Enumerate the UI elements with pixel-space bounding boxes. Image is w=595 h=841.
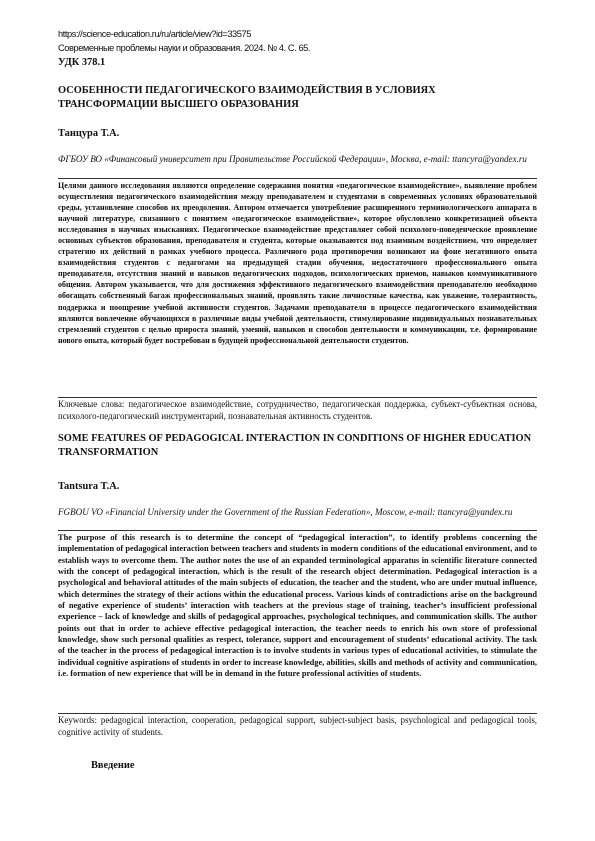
- ru-article-title: ОСОБЕННОСТИ ПЕДАГОГИЧЕСКОГО ВЗАИМОДЕЙСТВИЯ В УСЛОВИЯХ ТРАНСФОРМАЦИИ ВЫСШЕГО ОБРАЗОВАНИЯ: [58, 85, 436, 110]
- en-abstract-top-rule: [58, 530, 537, 531]
- en-abstract: The purpose of this research is to determine the concept of “pedagogical interaction”, to identify problems concerning the implementation of pedagogical interaction between teachers and students in modern conditions of the educational environment, and to establish ways to overcome them. The author notes the use of an expanded terminological apparatus in scientific literature connected with the concept of pedagogical interaction, which is the result of the research object determination. Pedagogical interaction is a psychological and behavioral attitudes of the main subjects of education, the teacher and the student, who are under mutual influence, which determines the strategy of their actions within the educational process. Various kinds of contradictions arise on the background of negative experience of students’ interaction with teachers at the previous stage of training, teacher’s insufficient professional experience – lack of knowledge and skills of pedagogical approaches, psychological techniques, and communication skills. The author points out that in order to achieve effective pedagogical interaction, the teacher needs to enrich his own store of professional knowledge, show such personal qualities as respect, tolerance, support and encouragement of students’ educational activity. The task of the teacher in the process of pedagogical interaction is to involve students in various types of educational activities, to stimulate the individual cognitive aspirations of students in order to increase knowledge, abilities, skills and methods of activity and communication, i.e. formation of new experience that will be in demand in the future professional activities of students.: [58, 533, 537, 679]
- ru-abstract-bottom-rule: [58, 397, 537, 398]
- en-author: Tantsura T.A.: [58, 481, 120, 492]
- ru-author: Танцура Т.А.: [58, 128, 120, 139]
- article-page: [58, 0, 537, 841]
- article-url[interactable]: https://science-education.ru/ru/article/view?id=33575: [58, 29, 251, 39]
- ru-keywords: Ключевые слова: педагогическое взаимодействие, сотрудничество, педагогическая поддержка, субъект-субъектная основа, психолого-педагогический инструментарий, познавательная активность студентов.: [58, 399, 537, 421]
- introduction-heading: Введение: [91, 760, 135, 771]
- en-article-title: SOME FEATURES OF PEDAGOGICAL INTERACTION IN CONDITIONS OF HIGHER EDUCATION TRANSFORMATION: [58, 433, 532, 458]
- ru-abstract: Целями данного исследования являются определение содержания понятия «педагогическое взаимодействие», выявление проблем осуществления педагогического взаимодействия между преподавателем и студентами в современных условиях образовательной среды, установление способов их преодоления. Автором отмечается употребление расширенного терминологического аппарата в научной литературе, связанного с понятием «педагогическое взаимодействие», которое обусловлено конкретизацией объекта исследования в научных изысканиях. Педагогическое взаимодействие представляет собой психолого-поведенческое проявление основных субъектов образования, преподавателя и студента, которые оказываются под взаимным воздействием, что определяет стратегию их действий в рамках учебного процесса. Различного рода противоречия возникают на фоне негативного опыта взаимодействия студентов с педагогами на предыдущей стадии обучения, недостаточного профессионального опыта преподавателя, отсутствия знаний и навыков педагогических подходов, психологических приемов, навыков коммуникативного общения. Автором указывается, что для достижения эффективного педагогического взаимодействия преподавателю необходимо обогащать собственный багаж профессиональных знаний, проявлять такие личностные качества, как уважение, толерантность, поддержка и поощрение учебной активности студентов. Задачами преподавателя в процессе педагогического взаимодействия являются вовлечение обучающихся в различные виды учебной деятельности, стимулирование индивидуальных познавательных стремлений студентов с целью прироста знаний, умений, навыков и способов деятельности и коммуникации, т.е. формирование нового опыта, который будет востребован в будущей профессиональной деятельности студентов.: [58, 181, 537, 345]
- en-keywords: Keywords: pedagogical interaction, cooperation, pedagogical support, subject-subject basis, psychological and pedagogical tools, cognitive activity of students.: [58, 715, 537, 737]
- journal-citation: Современные проблемы науки и образования. 2024. № 4. С. 65.: [58, 43, 311, 53]
- ru-abstract-top-rule: [58, 178, 537, 179]
- ru-affiliation: ФГБОУ ВО «Финансовый университет при Правительстве Российской Федерации», Москва, e-mail: ttancyra@yandex.ru: [58, 154, 527, 164]
- en-abstract-bottom-rule: [58, 713, 537, 714]
- en-affiliation: FGBOU VO «Financial University under the Government of the Russian Federation», Moscow, e-mail: ttancyra@yandex.ru: [58, 507, 513, 517]
- udc-code: УДК 378.1: [58, 57, 106, 68]
